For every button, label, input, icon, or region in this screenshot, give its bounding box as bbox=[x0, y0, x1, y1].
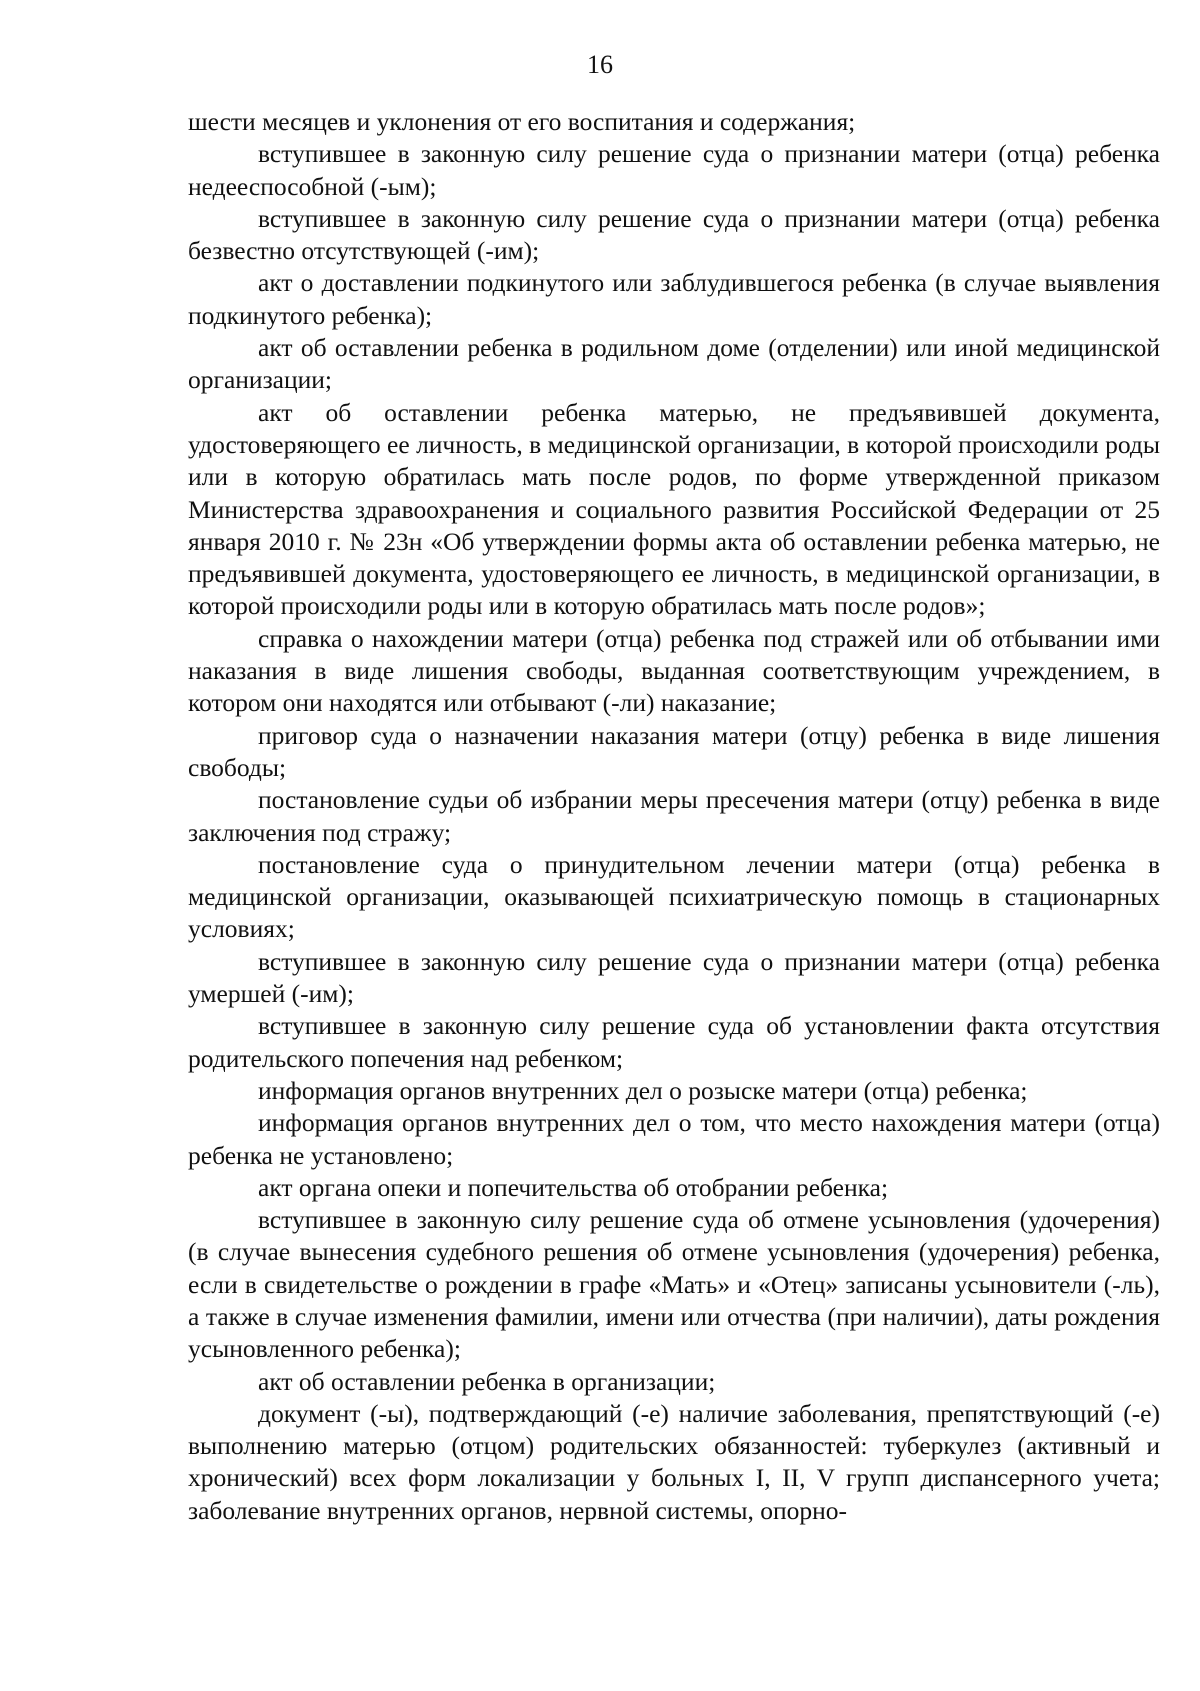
list-item-foundling-act: акт о доставлении подкинутого или заблудившегося ребенка (в случае выявления подкинутого ребенка); bbox=[188, 268, 1160, 330]
list-item-location-unknown-info: информация органов внутренних дел о том, что место нахождения матери (отца) ребенка не установлено; bbox=[188, 1108, 1160, 1170]
document-body bbox=[188, 106, 1160, 1527]
list-item-compulsory-treatment: постановление суда о принудительном лечении матери (отца) ребенка в медицинской организации, оказывающей психиатрическую помощь в стационарных условиях; bbox=[188, 849, 1160, 944]
list-item-custody-certificate: справка о нахождении матери (отца) ребенка под стражей или об отбывании ими наказания в виде лишения свободы, выданная соответствующим учреждением, в котором они находятся или отбывают (-ли) наказание; bbox=[188, 623, 1160, 718]
list-item-organization-act: акт об оставлении ребенка в организации; bbox=[258, 1366, 716, 1396]
list-item-missing-ruling: вступившее в законную силу решение суда о признании матери (отца) ребенка безвестно отсутствующей (-им); bbox=[188, 203, 1160, 266]
list-item-death-ruling: вступившее в законную силу решение суда о признании матери (отца) ребенка умершей (-им); bbox=[188, 946, 1160, 1009]
list-item-incapacity-ruling: вступившее в законную силу решение суда о признании матери (отца) ребенка недееспособной (-ым); bbox=[188, 139, 1160, 201]
page-number: 16 bbox=[587, 50, 613, 79]
list-item-adoption-cancellation: вступившее в законную силу решение суда об отмене усыновления (удочерения) (в случае вынесения судебного решения об отмене усыновления (удочерения) ребенка, если в свидетельстве о рождении в графе «Мать» и «Отец» записаны усыновители (-ль), а также в случае изменения фамилии, имени или отчества (при наличии), даты рождения усыновленного ребенка); bbox=[188, 1205, 1160, 1364]
list-item-police-search-info: информация органов внутренних дел о розыске матери (отца) ребенка; bbox=[258, 1075, 1028, 1105]
list-item-sentence: приговор суда о назначении наказания матери (отцу) ребенка в виде лишения свободы; bbox=[188, 720, 1160, 782]
list-item-removal-act: акт органа опеки и попечительства об отобрании ребенка; bbox=[258, 1172, 889, 1202]
list-item-undocumented-mother-act: акт об оставлении ребенка матерью, не предъявившей документа, удостоверяющего ее личность, в медицинской организации, в которой происходили роды или в которую обратилась мать после родов, по форме утвержденной приказом Министерства здравоохранения и социального развития Российской Федерации от 25 января 2010 г. № 23н «Об утверждении формы акта об оставлении ребенка матерью, не предъявившей документа, удостоверяющего ее личность, в медицинской организации, в которой происходили роды или в которую обратилась мать после родов»; bbox=[188, 397, 1160, 621]
list-item-disease-documents: документ (-ы), подтверждающий (-е) наличие заболевания, препятствующий (-е) выполнению матерью (отцом) родительских обязанностей: туберкулез (активный и хронический) всех форм локализации у больных I, II, V групп диспансерного учета; заболевание внутренних органов, нервной системы, опорно- bbox=[188, 1398, 1160, 1525]
list-item-lack-of-care-ruling: вступившее в законную силу решение суда об установлении факта отсутствия родительского попечения над ребенком; bbox=[188, 1011, 1160, 1073]
list-item-detention-order: постановление судьи об избрании меры пресечения матери (отцу) ребенка в виде заключения под стражу; bbox=[188, 785, 1160, 847]
paragraph-continuation: шести месяцев и уклонения от его воспитания и содержания; bbox=[188, 107, 856, 136]
list-item-maternity-ward-act: акт об оставлении ребенка в родильном доме (отделении) или иной медицинской организации; bbox=[188, 333, 1160, 395]
